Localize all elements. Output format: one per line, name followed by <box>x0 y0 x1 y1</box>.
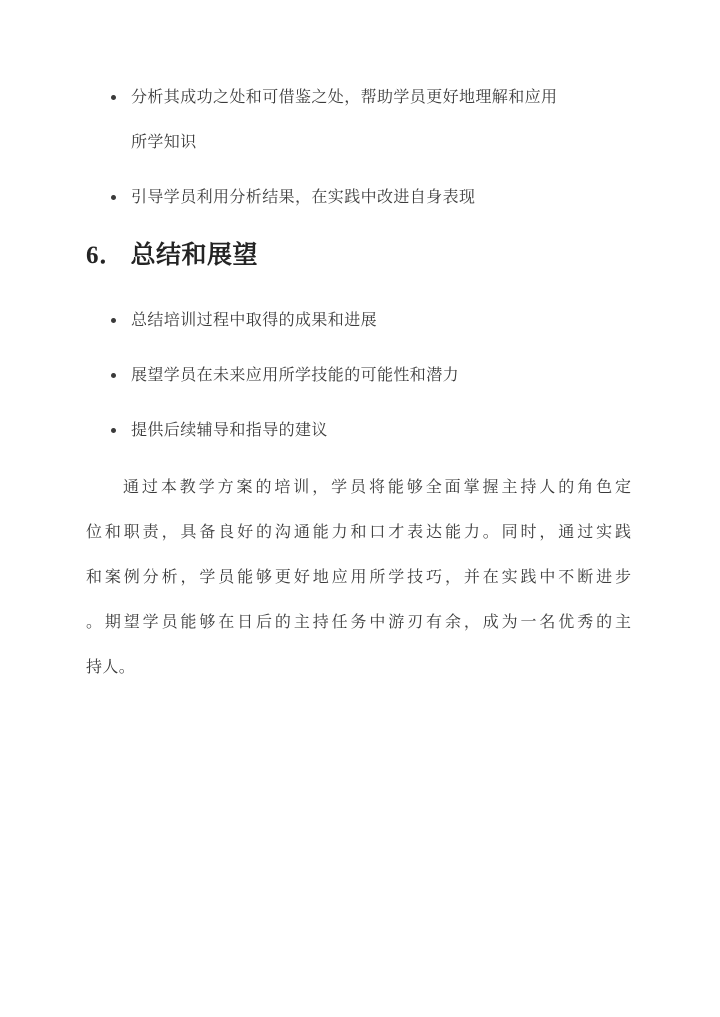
page-content <box>86 75 631 690</box>
bullet-dot-icon <box>111 195 116 200</box>
closing-paragraph <box>86 465 631 690</box>
list-item-text: 展望学员在未来应用所学技能的可能性和潜力 <box>131 367 460 384</box>
paragraph-line: 和案例分析，学员能够更好地应用所学技巧，并在实践中不断进步 <box>86 569 631 586</box>
bullet-dot-icon <box>111 428 116 433</box>
section-number: 6． <box>86 242 125 269</box>
bullet-dot-icon <box>111 373 116 378</box>
list-item-text-wrap: 所学知识 <box>131 134 197 151</box>
list-item-text: 引导学员利用分析结果，在实践中改进自身表现 <box>131 189 476 206</box>
section-heading <box>86 233 631 278</box>
list-item-text: 总结培训过程中取得的成果和进展 <box>131 312 378 329</box>
list-item <box>86 353 631 398</box>
paragraph-line: 持人。 <box>86 659 136 676</box>
bullet-dot-icon <box>111 95 116 100</box>
section-title: 总结和展望 <box>130 242 259 269</box>
list-item <box>86 75 631 165</box>
list-item <box>86 408 631 453</box>
paragraph-line: 。期望学员能够在日后的主持任务中游刃有余，成为一名优秀的主 <box>86 614 631 631</box>
bullet-dot-icon <box>111 318 116 323</box>
list-item-text: 分析其成功之处和可借鉴之处，帮助学员更好地理解和应用 <box>131 89 558 106</box>
list-item <box>86 298 631 343</box>
paragraph-line: 位和职责，具备良好的沟通能力和口才表达能力。同时，通过实践 <box>86 524 631 541</box>
list-item-text: 提供后续辅导和指导的建议 <box>131 422 328 439</box>
list-item <box>86 175 631 220</box>
paragraph-line: 通过本教学方案的培训，学员将能够全面掌握主持人的角色定 <box>123 479 631 496</box>
